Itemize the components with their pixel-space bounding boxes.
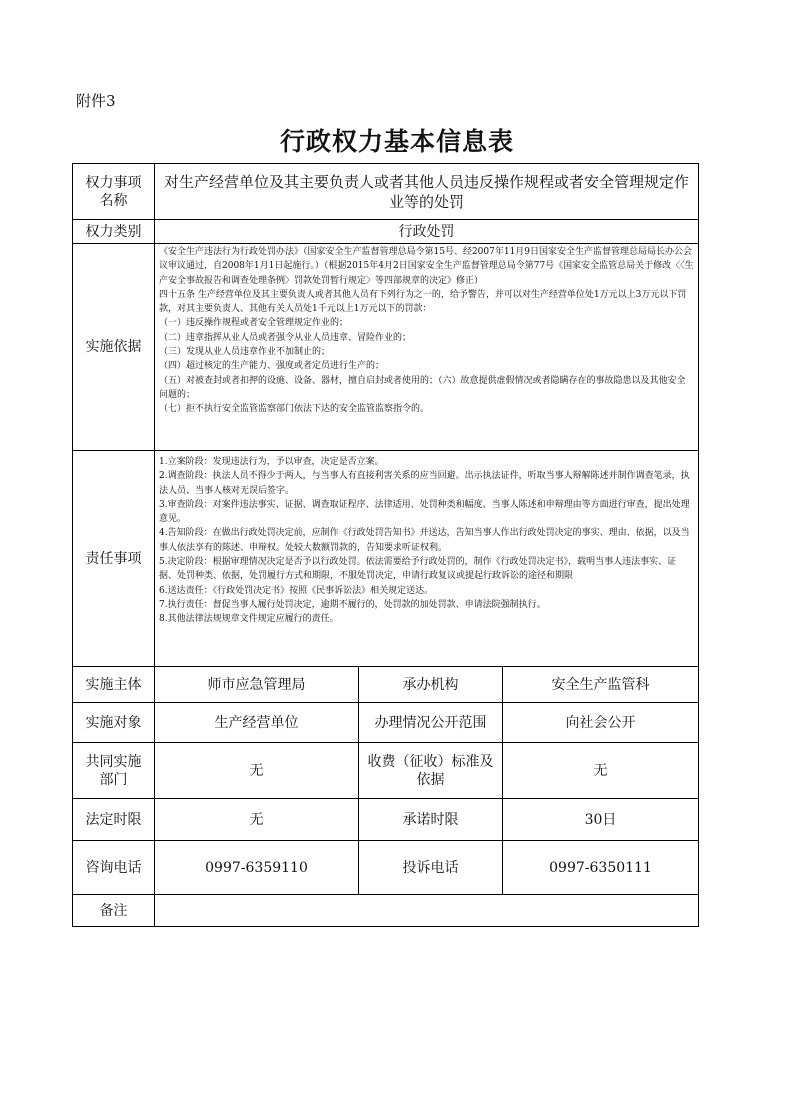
power-category-value: 行政处罚 (155, 220, 699, 244)
basis-line: （四）超过核定的生产能力、强度或者定员进行生产的； (159, 361, 385, 372)
complaint-phone-value: 0997-6350111 (503, 841, 699, 895)
duty-line: 8.其他法律法规规章文件规定应履行的责任。 (159, 614, 339, 625)
info-table (72, 163, 699, 927)
row-power-name (73, 164, 699, 220)
target-label: 实施对象 (73, 703, 155, 743)
row-basis (73, 244, 699, 451)
target-value: 生产经营单位 (155, 703, 359, 743)
disclosure-value: 向社会公开 (503, 703, 699, 743)
fee-value: 无 (503, 743, 699, 799)
basis-line: （三）发现从业人员违章作业不加制止的； (159, 347, 331, 358)
duty-line: 2.调查阶段：执法人员不得少于两人，与当事人有直接利害关系的应当回避。出示执法证件，听取当事人辩解陈述并制作调查笔录，执法人员、当事人核对无误后签字。 (159, 471, 690, 496)
subject-value: 师市应急管理局 (155, 667, 359, 703)
fee-label: 收费（征收）标准及依据 (359, 743, 503, 799)
row-power-category (73, 220, 699, 244)
remark-label: 备注 (73, 895, 155, 927)
basis-line: 《安全生产违法行为行政处罚办法》（国家安全生产监督管理总局令第15号、经2007年11月9日国家安全生产监督管理总局局长办公会议审议通过，自2008年1月1日起施行。）（根据2015年4月2日国家安全生产监督管理总局令第77号《国家安全监管总局关于修改〈〈生产安全事故报告和调查处理条例〉罚款处罚暂行规定〉等四部规章的决定》修正） (159, 247, 694, 286)
duty-line: 1.立案阶段：发现违法行为，予以审查，决定是否立案。 (159, 457, 384, 467)
basis-label: 实施依据 (73, 244, 155, 451)
attachment-label: 附件3 (76, 92, 116, 110)
power-name-value: 对生产经营单位及其主要负责人或者其他人员违反操作规程或者安全管理规定作业等的处罚 (155, 164, 699, 220)
row-phone (73, 841, 699, 895)
duty-line: 3.审查阶段：对案件违法事实、证据、调查取证程序、法律适用、处罚种类和幅度、当事人陈述和申辩理由等方面进行审查，提出处理意见。 (159, 499, 690, 525)
basis-line: 四十五条 生产经营单位及其主要负责人或者其他人员有下列行为之一的，给予警告，并可以对生产经营单位处1万元以上3万元以下罚款，对其主要负责人、其他有关人员处1千元以上1万元以下的罚款： (159, 289, 687, 315)
organizer-label: 承办机构 (359, 667, 503, 703)
row-remark (73, 895, 699, 927)
basis-line: （五）对被查封或者扣押的设施、设备、器材，擅自启封或者使用的；（六）故意提供虚假情况或者隐瞒存在的事故隐患以及其他安全问题的； (159, 375, 686, 400)
page-title: 行政权力基本信息表 (279, 127, 514, 156)
row-subject (73, 667, 699, 703)
joint-value: 无 (155, 743, 359, 799)
basis-text (155, 244, 699, 451)
basis-line: （七）拒不执行安全监管监察部门依法下达的安全监管监察指令的。 (159, 404, 430, 415)
duty-line: 5.决定阶段：根据审理情况决定是否予以行政处罚。依法需要给予行政处罚的，制作《行政处罚决定书》，载明当事人违法事实、证据、处罚种类、依据，处罚履行方式和期限，不服处罚决定，申请行政复议或提起行政诉讼的途径和期限 (159, 557, 677, 582)
duties-text (155, 451, 699, 667)
duty-line: 7.执行责任：督促当事人履行处罚决定，逾期不履行的，处罚款的加处罚款、申请法院强制执行。 (159, 599, 546, 610)
basis-line: （二）违章指挥从业人员或者强令从业人员违章、冒险作业的； (159, 332, 412, 343)
consult-phone-value: 0997-6359110 (155, 841, 359, 895)
subject-label: 实施主体 (73, 667, 155, 703)
row-joint (73, 743, 699, 799)
duty-line: 4.告知阶段：在做出行政处罚决定前，应制作《行政处罚告知书》并送达，告知当事人作出行政处罚决定的事实、理由、依据，以及当事人依法享有的陈述、申辩权。处较大数额罚款的，告知要求听证权利。 (159, 528, 690, 553)
promised-time-value: 30日 (503, 799, 699, 841)
remark-value (155, 895, 699, 927)
legal-time-label: 法定时限 (73, 799, 155, 841)
row-time (73, 799, 699, 841)
basis-line: （一）违反操作规程或者安全管理规定作业的； (159, 318, 349, 329)
organizer-value: 安全生产监管科 (503, 667, 699, 703)
duty-line: 6.送达责任：《行政处罚决定书》按照《民事诉讼法》相关规定送达。 (159, 585, 434, 596)
row-duties (73, 451, 699, 667)
consult-phone-label: 咨询电话 (73, 841, 155, 895)
row-target (73, 703, 699, 743)
promised-time-label: 承诺时限 (359, 799, 503, 841)
complaint-phone-label: 投诉电话 (359, 841, 503, 895)
disclosure-label: 办理情况公开范围 (359, 703, 503, 743)
power-name-label: 权力事项名称 (73, 164, 155, 220)
power-category-label: 权力类别 (73, 220, 155, 244)
duties-label: 责任事项 (73, 451, 155, 667)
legal-time-value: 无 (155, 799, 359, 841)
joint-label: 共同实施部门 (73, 743, 155, 799)
